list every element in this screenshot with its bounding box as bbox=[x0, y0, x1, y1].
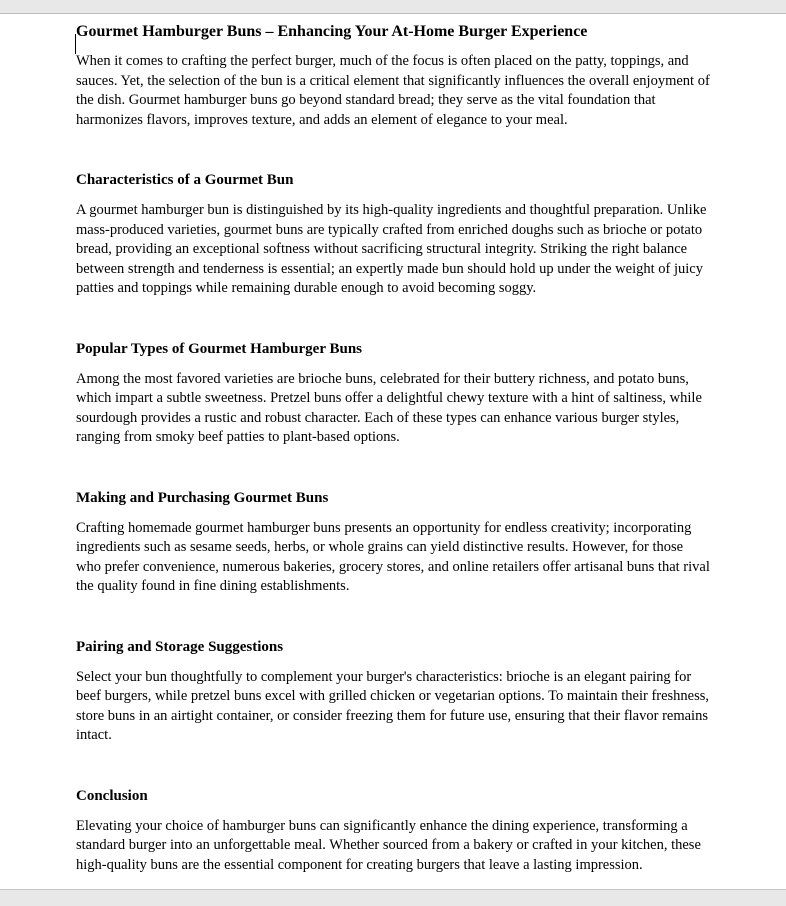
section-paragraph-making-purchasing[interactable]: Crafting homemade gourmet hamburger buns presents an opportunity for endless creativity; incorporating ingredients such as sesame seeds, herbs, or whole grains can yield distinctive results. However, for those who prefer convenience, numerous bakeries, grocery stores, and online retailers offer artisanal buns that rival the quality found in fine dining establishments. bbox=[76, 519, 710, 594]
section-heading-conclusion[interactable]: Conclusion bbox=[76, 787, 148, 804]
section-paragraph-pairing-storage[interactable]: Select your bun thoughtfully to complement your burger's characteristics: brioche is an elegant pairing for beef burgers, while pretzel buns excel with grilled chicken or vegetarian options. To maintain their freshness, store buns in an airtight container, or consider freezing them for future use, ensuring that their flavor remains intact. bbox=[76, 668, 710, 743]
bottom-status-edge bbox=[0, 889, 786, 906]
top-toolbar-edge bbox=[0, 0, 786, 14]
section-heading-making-purchasing[interactable]: Making and Purchasing Gourmet Buns bbox=[76, 489, 329, 506]
document-page[interactable] bbox=[0, 14, 786, 889]
section-paragraph-characteristics[interactable]: A gourmet hamburger bun is distinguished by its high-quality ingredients and thoughtful preparation. Unlike mass-produced varieties, gourmet buns are typically crafted from enriched doughs such as brioche or potato bread, providing an exceptional softness without sacrificing structural integrity. Striking the right balance between strength and tenderness is essential; an expertly made bun should hold up under the weight of juicy patties and toppings while remaining durable enough to avoid becoming soggy. bbox=[76, 202, 707, 296]
intro-paragraph[interactable]: When it comes to crafting the perfect burger, much of the focus is often placed on the patty, toppings, and sauces. Yet, the selection of the bun is a critical element that significantly influences the overall enjoyment of the dish. Gourmet hamburger buns go beyond standard bread; they serve as the vital foundation that harmonizes flavors, improves texture, and adds an element of elegance to your meal. bbox=[76, 53, 710, 128]
document-title[interactable]: Gourmet Hamburger Buns – Enhancing Your At-Home Burger Experience bbox=[76, 23, 588, 40]
text-cursor bbox=[75, 34, 76, 54]
section-heading-popular-types[interactable]: Popular Types of Gourmet Hamburger Buns bbox=[76, 340, 362, 357]
section-heading-characteristics[interactable]: Characteristics of a Gourmet Bun bbox=[76, 172, 294, 188]
section-paragraph-conclusion[interactable]: Elevating your choice of hamburger buns can significantly enhance the dining experience, transforming a standard burger into an unforgettable meal. Whether sourced from a bakery or crafted in your kitchen, these high-quality buns are the essential component for creating burgers that leave a lasting impression. bbox=[76, 817, 701, 873]
section-paragraph-popular-types[interactable]: Among the most favored varieties are brioche buns, celebrated for their buttery richness, and potato buns, which impart a subtle sweetness. Pretzel buns offer a delightful chewy texture with a hint of saltiness, while sourdough provides a rustic and robust character. Each of these types can enhance various burger styles, ranging from smoky beef patties to plant-based options. bbox=[76, 370, 702, 445]
section-heading-pairing-storage[interactable]: Pairing and Storage Suggestions bbox=[76, 638, 284, 655]
